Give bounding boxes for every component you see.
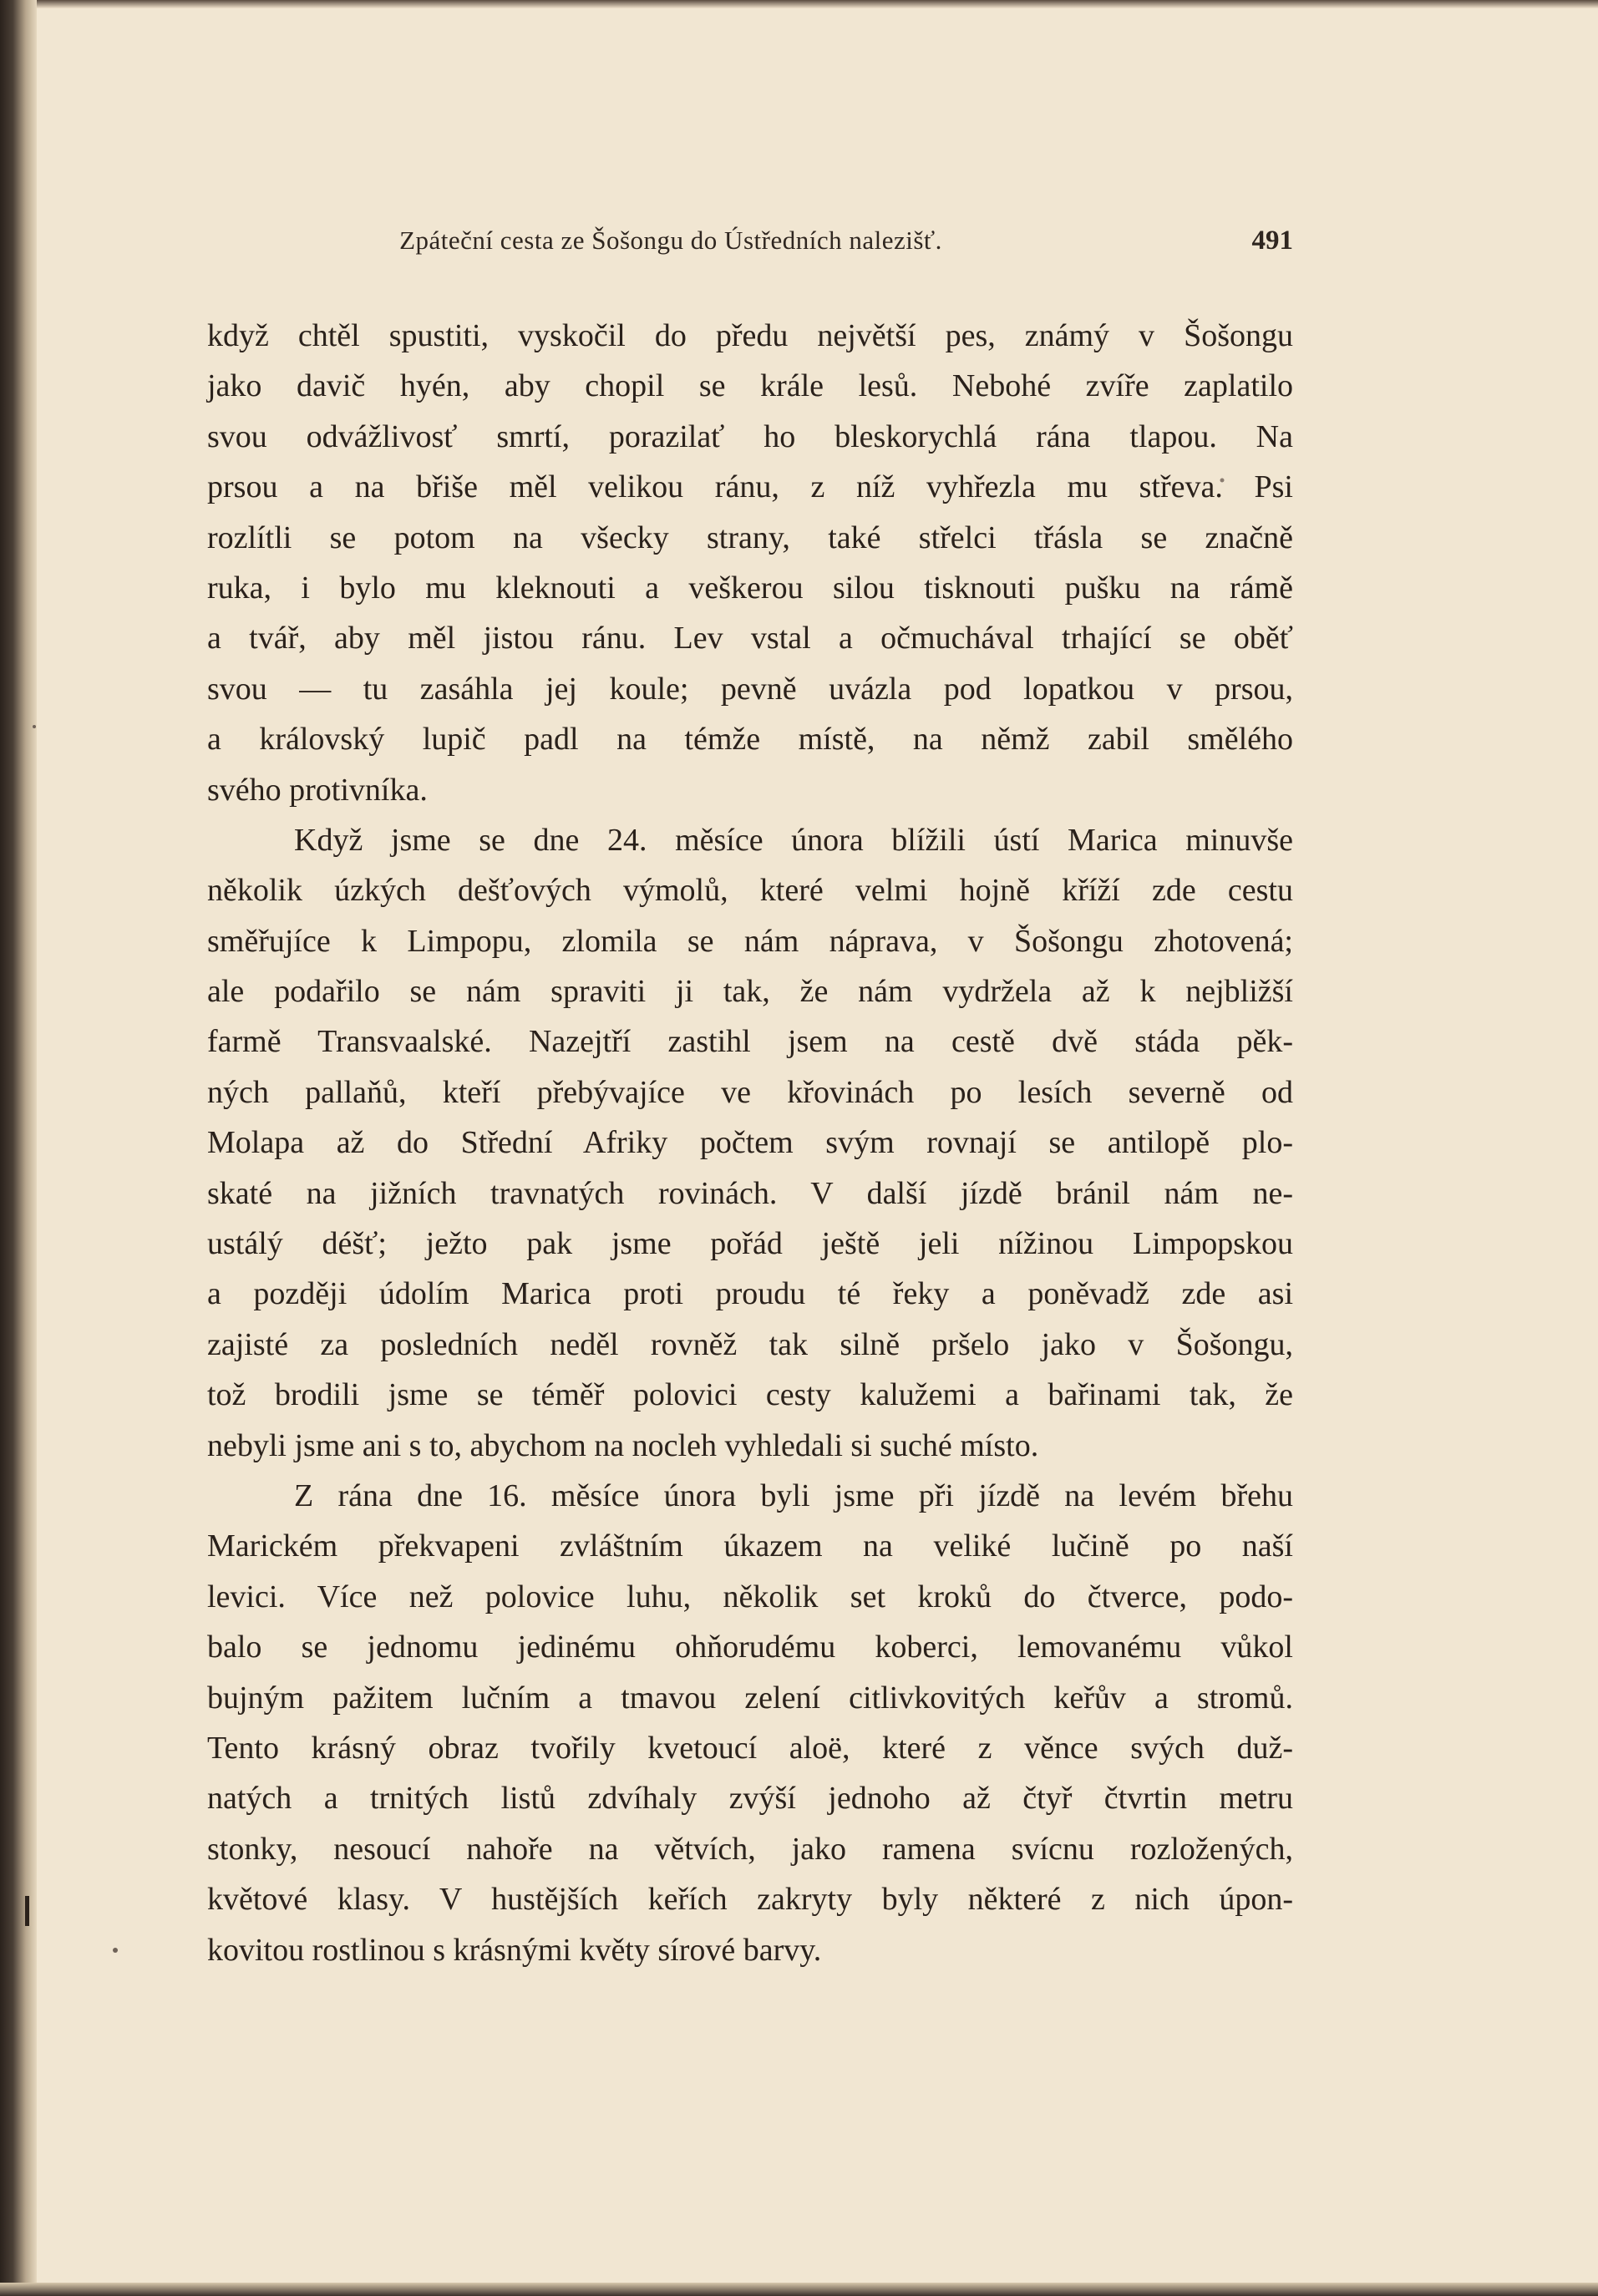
text-line: jako davič hyén, aby chopil se krále lesů. Nebohé zvíře zaplatilo: [207, 368, 1293, 404]
text-line: ných pallaňů, kteří přebývajíce ve křovinách po lesích severně od: [207, 1074, 1293, 1110]
text-line: a tvář, aby měl jistou ránu. Lev vstal a očmuchával trhající se oběť: [207, 621, 1293, 656]
text-line: balo se jednomu jedinému ohňorudému koberci, lemovanému vůkol: [207, 1630, 1293, 1665]
text-line: farmě Transvaalské. Nazejtří zastihl jsem na cestě dvě stáda pěk-: [207, 1024, 1293, 1060]
text-line: směřujíce k Limpopu, zlomila se nám náprava, v Šošongu zhotovená;: [207, 923, 1293, 959]
margin-speck: [33, 725, 36, 728]
text-line: bujným pažitem lučním a tmavou zelení citlivkovitých keřův a stromů.: [207, 1680, 1293, 1716]
page-header: [207, 226, 1293, 267]
text-line: Tento krásný obraz tvořily kvetoucí aloë, které z věnce svých duž-: [207, 1730, 1293, 1766]
text-line: svého protivníka.: [207, 772, 428, 808]
text-line: Molapa až do Střední Afriky počtem svým rovnají se antilopě plo-: [207, 1125, 1293, 1161]
text-line: květové klasy. V hustějších keřích zakryty byly některé z nich úpon-: [207, 1882, 1293, 1918]
text-line: svou odvážlivosť smrtí, porazilať ho bleskorychlá rána tlapou. Na: [207, 418, 1293, 454]
text-line: když chtěl spustiti, vyskočil do předu největší pes, známý v Šošongu: [207, 318, 1293, 353]
margin-ink-mark: [25, 1896, 29, 1926]
text-line: ustálý déšť; ježto pak jsme pořád ještě jeli nížinou Limpopskou: [207, 1226, 1293, 1262]
text-line: prsou a na břiše měl velikou ránu, z níž vyhřezla mu střeva. Psi: [207, 469, 1293, 505]
text-line: kovitou rostlinou s krásnými květy sírové barvy.: [207, 1932, 822, 1968]
margin-speck: [113, 1948, 118, 1953]
text-line: svou — tu zasáhla jej koule; pevně uvázla pod lopatkou v prsou,: [207, 671, 1293, 707]
text-line: ale podařilo se nám spraviti ji tak, že nám vydržela až k nejbližší: [207, 974, 1293, 1010]
text-line: stonky, nesoucí nahoře na větvích, jako ramena svícnu rozložených,: [207, 1831, 1293, 1867]
text-line: ruka, i bylo mu kleknouti a veškerou silou tisknouti pušku na rámě: [207, 570, 1293, 606]
paragraph-first-line: Z rána dne 16. měsíce února byli jsme při jízdě na levém břehu: [294, 1477, 1293, 1513]
page-number: 491: [1251, 226, 1293, 256]
text-line: rozlítli se potom na všecky strany, také střelci třásla se značně: [207, 520, 1293, 555]
text-line: nebyli jsme ani s to, abychom na nocleh vyhledali si suché místo.: [207, 1427, 1039, 1463]
text-line: tož brodili jsme se téměř polovici cesty kalužemi a bařinami tak, že: [207, 1377, 1293, 1413]
paragraph-first-line: Když jsme se dne 24. měsíce února blížili ústí Marica minuvše: [294, 822, 1293, 858]
page-bottom-edge: [0, 2283, 1598, 2296]
running-title: Zpáteční cesta ze Šošongu do Ústředních nalezišť.: [399, 226, 942, 255]
text-line: skaté na jižních travnatých rovinách. V další jízdě bránil nám ne-: [207, 1175, 1293, 1211]
text-line: natých a trnitých listů zdvíhaly zvýší jednoho až čtyř čtvrtin metru: [207, 1781, 1293, 1817]
text-line: a později údolím Marica proti proudu té řeky a poněvadž zde asi: [207, 1276, 1293, 1312]
text-line: a královský lupič padl na témže místě, na němž zabil smělého: [207, 722, 1293, 758]
text-line: několik úzkých dešťových výmolů, které velmi hojně kříží zde cestu: [207, 873, 1293, 909]
text-line: levici. Více než polovice luhu, několik set kroků do čtverce, podo-: [207, 1579, 1293, 1614]
text-line: Marickém překvapeni zvláštním úkazem na veliké lučině po naší: [207, 1528, 1293, 1564]
text-line: zajisté za posledních neděl rovněž tak silně pršelo jako v Šošongu,: [207, 1326, 1293, 1362]
body-text: [207, 311, 1293, 1975]
